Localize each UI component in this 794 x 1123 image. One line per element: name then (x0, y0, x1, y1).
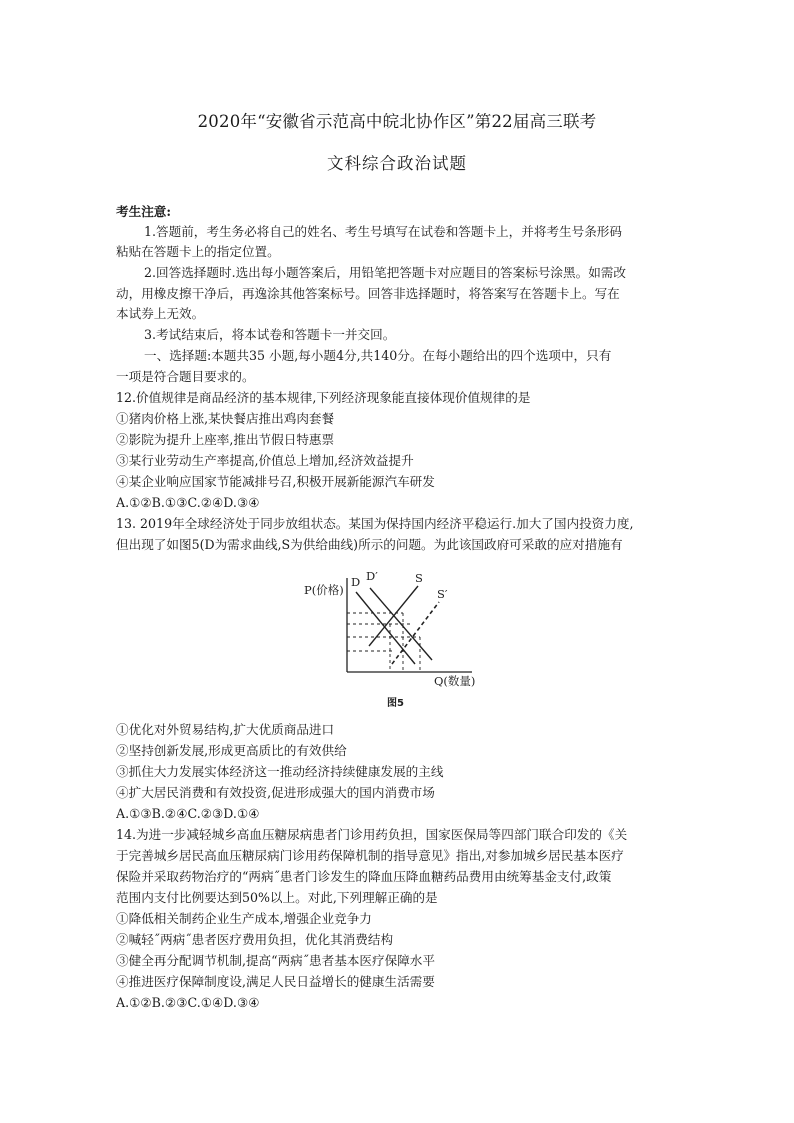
notice-line: 粘贴在答题卡上的指定位置。 (116, 244, 280, 259)
q12-stem: 12.价值规律是商品经济的基本规律,下列经济现象能直接体现价值规律的是 (116, 390, 531, 405)
q13-option: ④扩大居民消费和有效投资,促进形成强大的国内消费市场 (116, 785, 435, 800)
y-axis-label: P(价格) (304, 583, 344, 597)
figure-caption: 图5 (387, 698, 404, 709)
q12-option: ④某企业响应国家节能减排号召,积极开展新能源汽车研发 (116, 474, 435, 489)
q13-stem: 但出现了如图5(D为需求曲线,S为供给曲线)所示的问题。为此该国政府可采敢的应对措施有 (116, 537, 623, 552)
q14-stem: 范围内支付比例要达到50%以上。对此,下列理解正确的是 (116, 890, 438, 905)
q14-stem: 14.为进一步减轻城乡高血压糖尿病患者门诊用药负担，国家医保局等四部门联合印发的《关 (116, 827, 628, 842)
notice-line: 本试券上无效。 (116, 306, 205, 321)
q12-option: ②影院为提升上座率,推出节假日特惠票 (116, 432, 335, 447)
label-d-prime: D′ (366, 569, 378, 583)
notice-heading: 考生注意: (116, 204, 172, 219)
exam-title: 2020年“安徽省示范高中皖北协作区”第22届高三联考 (197, 112, 597, 131)
q14-option: ①降低相关制药企业生产成本,增强企业竞争力 (116, 911, 372, 926)
demand-curve-d (356, 592, 415, 664)
notice-line: 3.考试结束后，将本试卷和答题卡一并交回。 (144, 327, 396, 342)
section-heading: 一项是符合题目要求的。 (116, 369, 255, 384)
q12-option: ③某行业劳动生产率提高,价值总上增加,经济效益提升 (116, 453, 414, 468)
q14-option: ④推进医疗保障制度设,满足人民日益增长的健康生活需要 (116, 974, 435, 989)
q12-option: ①猪肉价格上涨,某快餐店推出鸡肉套餐 (116, 411, 335, 426)
q14-stem: 保险并采取药物治疗的“两病˝患者门诊发生的降血压降血糖药品费用由统筹基金支付,政策 (116, 869, 612, 884)
label-s-prime: S′ (437, 587, 448, 601)
q12-answers: A.①②B.①③C.②④D.③④ (116, 495, 260, 510)
q14-answers: A.①②B.②③C.①④D.③④ (116, 995, 260, 1010)
q13-option: ③抓住大力发展实体经济这一推动经济持续健康发展的主线 (116, 764, 444, 779)
q13-answers: A.①③B.②④C.②③D.①④ (116, 806, 260, 821)
notice-line: 动，用橡皮擦干净后，再逸涂其他答案标号。回答非选择题时，将答案写在答题卡上。写在 (116, 286, 620, 301)
q14-stem: 于完善城乡居民高血压糖尿病门诊用药保障机制的指导意见》指出,对参加城乡居民基本医疗 (116, 848, 624, 863)
section-heading: 一、选择题:本题共35 小题,每小题4分,共140分。在每小题给出的四个选项中，只有 (144, 348, 612, 363)
notice-line: 2.回答选择题时.选出每小题答案后，用铅笔把答题卡对应题目的答案标号涂黑。如需改 (144, 265, 626, 280)
exam-subtitle: 文科综合政治试题 (327, 154, 467, 173)
q13-stem: 13. 2019年全球经济处于同步放组状态。某国为保持国内经济平稳运行.加大了国内投资力度, (116, 516, 634, 531)
q14-option: ③健全再分配调节机制,提高“两病˝患者基本医疗保障水平 (116, 953, 435, 968)
label-d: D (351, 575, 361, 589)
label-s: S (415, 571, 423, 585)
notice-line: 1.答题前，考生务必将自己的姓名、考生号填写在试卷和答题卡上，并将考生号条形码 (144, 224, 622, 239)
x-axis-label: Q(数量) (434, 674, 476, 688)
q13-option: ②坚持创新发展,形成更高质比的有效供给 (116, 743, 347, 758)
q13-option: ①优化对外贸易结构,扩大优质商品进口 (116, 722, 335, 737)
q14-option: ②喊轻˝两病˝患者医疗费用负担，优化其消费结构 (116, 932, 394, 947)
supply-curve-s-prime (392, 602, 439, 664)
supply-demand-graph (292, 564, 502, 714)
